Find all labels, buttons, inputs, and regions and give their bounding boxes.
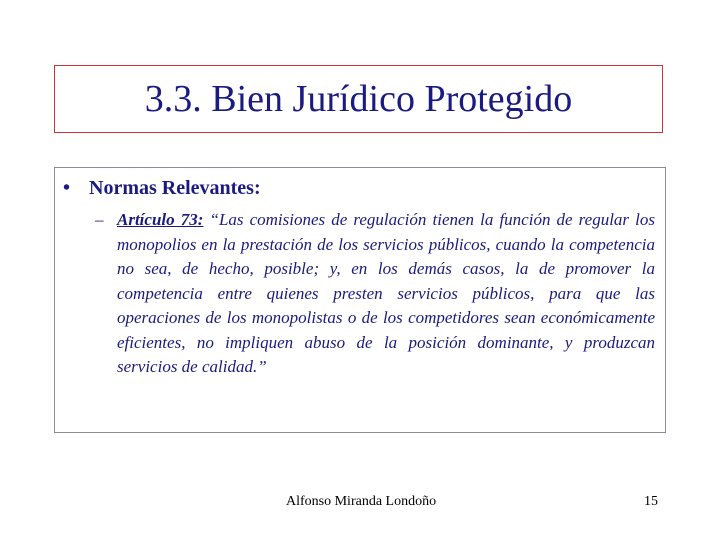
article-label: Artículo 73: bbox=[117, 210, 204, 229]
content-box bbox=[54, 167, 666, 433]
article-paragraph bbox=[117, 208, 655, 380]
bullet-icon: • bbox=[63, 177, 71, 199]
bullet-item bbox=[63, 177, 261, 200]
bullet-text: Normas Relevantes: bbox=[89, 177, 261, 199]
title-box bbox=[54, 65, 663, 133]
dash-icon: – bbox=[95, 210, 104, 229]
sub-item bbox=[95, 208, 655, 380]
page-number: 15 bbox=[644, 494, 658, 509]
footer-author: Alfonso Miranda Londoño bbox=[286, 494, 437, 509]
article-quote: “Las comisiones de regulación tienen la función de regular los monopolios en la prestación de los servicios públicos, cuando la competencia no sea, de hecho, posible; y, en los demás casos, la de promover la competencia entre quienes presten servicios públicos, para que las operaciones de los monopolistas o de los competidores sean económicamente eficientes, no impliquen abuso de la posición dominante, y produzcan servicios de calidad.” bbox=[117, 210, 655, 376]
slide-title: 3.3. Bien Jurídico Protegido bbox=[144, 78, 573, 120]
